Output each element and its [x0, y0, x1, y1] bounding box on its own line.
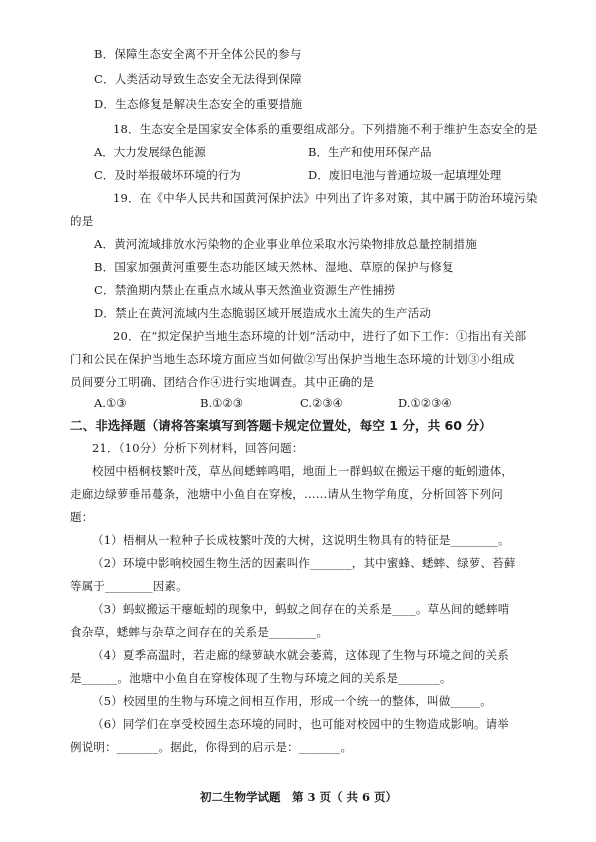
q18-option-a: A．大力发展绿色能源: [94, 145, 206, 159]
q21-part2-line2: 等属于________因素。: [70, 579, 188, 593]
q17-option-d: D．生态修复是解决生态安全的重要措施: [94, 97, 303, 111]
q20-option-b: B.①②③: [200, 396, 244, 410]
q21-part4-line1: （4）夏季高温时，若走廊的绿萝缺水就会萎蔫，这体现了生物与环境之间的关系: [92, 648, 510, 662]
q19-option-a: A．黄河流域排放水污染物的企业事业单位采取水污染物排放总量控制措施: [94, 237, 477, 251]
q18-option-b: B．生产和使用环保产品: [308, 145, 432, 159]
q19-stem-line1: 19．在《中华人民共和国黄河保护法》中列出了许多对策，其中属于防治环境污染: [113, 191, 538, 205]
q19-option-d: D．禁止在黄河流域内生态脆弱区域开展造成水土流失的生产活动: [94, 306, 432, 320]
q19-option-b: B．国家加强黄河重要生态功能区域天然林、湿地、草原的保护与修复: [94, 260, 454, 274]
q20-stem-line1: 20．在“拟定保护当地生态环境的计划”活动中，进行了如下工作：①指出有关部: [113, 329, 527, 343]
q21-stem: 21．（10分）分析下列材料，回答问题：: [92, 441, 304, 455]
q21-part5: （5）校园里的生物与环境之间相互作用，形成一个统一的整体，叫做_____。: [92, 694, 492, 708]
q21-part6-line1: （6）同学们在享受校园生态环境的同时，也可能对校园中的生物造成影响。请举: [92, 717, 510, 731]
q21-part2-line1: （2）环境中影响校园生物生活的因素叫作_______，其中蜜蜂、蟋蟀、绿萝、苔藓: [92, 556, 516, 570]
q20-stem-line3: 员间要分工明确、团结合作④进行实地调查。其中正确的是: [70, 375, 375, 389]
q17-option-c: C．人类活动导致生态安全无法得到保障: [94, 72, 302, 86]
q21-material-line3: 题：: [70, 510, 94, 524]
q20-option-c: C.②③④: [300, 396, 343, 410]
q18-option-d: D．废旧电池与普通垃圾一起填埋处理: [308, 168, 502, 182]
q21-part6-line2: 例说明：_______。据此，你得到的启示是：_______。: [70, 740, 353, 754]
q21-part3-line2: 食杂草，蟋蟀与杂草之间存在的关系是________。: [70, 625, 329, 639]
section-heading: 二、非选择题（请将答案填写到答题卡规定位置处，每空 1 分，共 60 分）: [70, 418, 492, 433]
q19-stem-line2: 的是: [70, 214, 94, 228]
q20-option-d: D.①②③④: [398, 396, 452, 410]
q21-material-line2: 走廊边绿萝垂吊蔓条，池塘中小鱼自在穿梭，……请从生物学角度，分析回答下列问: [70, 487, 503, 501]
q21-part1: （1）梧桐从一粒种子长成枝繁叶茂的大树，这说明生物具有的特征是________。: [92, 533, 510, 547]
q17-option-b: B．保障生态安全离不开全体公民的参与: [94, 47, 302, 61]
q18-stem: 18．生态安全是国家安全体系的重要组成部分。下列措施不利于维护生态安全的是: [113, 122, 538, 136]
q21-part4-line2: 是______。池塘中小鱼自在穿梭体现了生物与环境之间的关系是_______。: [70, 671, 452, 685]
q21-part3-line1: （3）蚂蚁搬运干瘪蚯蚓的现象中，蚂蚁之间存在的关系是____。草丛间的蟋蟀啃: [92, 602, 510, 616]
q19-option-c: C．禁渔期内禁止在重点水域从事天然渔业资源生产性捕捞: [94, 283, 396, 297]
q20-stem-line2: 门和公民在保护当地生态环境方面应当如何做②写出保护当地生态环境的计划③小组成: [70, 352, 515, 366]
page-footer: 初二生物学试题 第 3 页（ 共 6 页）: [200, 790, 398, 804]
q21-material-line1: 校园中梧桐枝繁叶茂，草丛间蟋蟀鸣唱，地面上一群蚂蚁在搬运干瘪的蚯蚓遗体，: [92, 464, 514, 478]
q18-option-c: C．及时举报破坏环境的行为: [94, 168, 241, 182]
q20-option-a: A.①③: [94, 396, 127, 410]
